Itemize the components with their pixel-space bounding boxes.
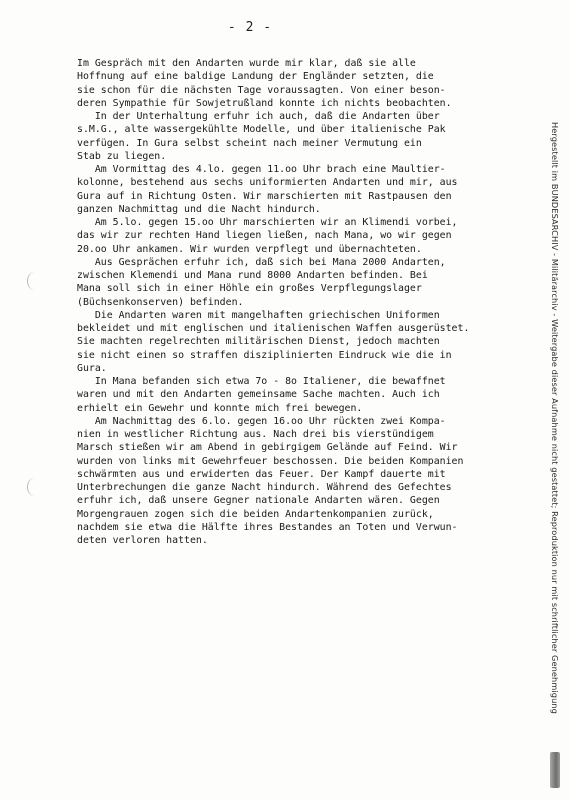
text-line: Sie machten regelrechten militärischen Dienst, jedoch machten bbox=[77, 336, 440, 348]
text-line: Unterbrechungen die ganze Nacht hindurch. Während des Gefechtes bbox=[77, 482, 452, 493]
text-line: deren Sympathie für Sowjetrußland konnte ich nichts beobachten. bbox=[77, 97, 452, 109]
punch-hole-mark bbox=[27, 272, 42, 290]
text-line: sie nicht einen so straffen disziplinierten Eindruck wie die in bbox=[77, 349, 452, 361]
page-number: - 2 - bbox=[227, 20, 273, 35]
text-line: nachdem sie etwa die Hälfte ihres Bestandes an Toten und Verwun- bbox=[77, 521, 458, 533]
text-line: bekleidet und mit englischen und italienischen Waffen ausgerüstet. bbox=[77, 323, 470, 334]
text-line: Morgengrauen zogen sich die beiden Andartenkompanien zurück, bbox=[77, 508, 434, 520]
text-line: In der Unterhaltung erfuhr ich auch, daß die Andarten über bbox=[77, 111, 440, 122]
text-line: Am 5.lo. gegen 15.oo Uhr marschierten wir an Klimendi vorbei, bbox=[77, 217, 458, 228]
text-line: (Büchsenkonserven) befinden. bbox=[77, 296, 244, 308]
text-line: Die Andarten waren mit mangelhaften griechischen Uniformen bbox=[77, 309, 440, 321]
text-line: 20.oo Uhr ankamen. Wir wurden verpflegt und übernachteten. bbox=[77, 243, 422, 255]
scan-edge-mark bbox=[550, 752, 560, 788]
body-text bbox=[77, 57, 517, 547]
text-line: waren und mit den Andarten gemeinsame Sache machten. Auch ich bbox=[77, 389, 440, 401]
text-line: Stab zu liegen. bbox=[77, 150, 167, 162]
text-line: Gura auf in Richtung Osten. Wir marschierten mit Rastpausen den bbox=[77, 190, 452, 202]
text-line: s.M.G., alte wassergekühlte Modelle, und über italienische Pak bbox=[77, 124, 446, 136]
text-line: zwischen Klemendi und Mana rund 8000 Andarten befinden. Bei bbox=[77, 270, 428, 281]
punch-hole-mark bbox=[27, 478, 42, 496]
text-line: Aus Gesprächen erfuhr ich, daß sich bei Mana 2000 Andarten, bbox=[77, 256, 446, 268]
archive-margin-stamp bbox=[548, 122, 562, 722]
text-line: sie schon für die nächsten Tage voraussagten. Von einer beson- bbox=[77, 84, 446, 96]
text-line: das wir zur rechten Hand liegen ließen, nach Mana, wo wir gegen bbox=[77, 230, 452, 242]
text-line: deten verloren hatten. bbox=[77, 535, 208, 546]
text-line: Mana soll sich in einer Höhle ein großes Verpflegungslager bbox=[77, 283, 422, 295]
text-line: verfügen. In Gura selbst scheint nach meiner Vermutung ein bbox=[77, 137, 422, 149]
text-line: Am Vormittag des 4.lo. gegen 11.oo Uhr brach eine Maultier- bbox=[77, 164, 446, 175]
text-line: Marsch stießen wir am Abend in gebirgigem Gelände auf Feind. Wir bbox=[77, 442, 458, 454]
text-line: ganzen Nachmittag und die Nacht hindurch. bbox=[77, 203, 321, 215]
text-line: wurden von links mit Gewehrfeuer beschossen. Die beiden Kompanien bbox=[77, 455, 464, 467]
text-line: erfuhr ich, daß unsere Gegner nationale Andarten wären. Gegen bbox=[77, 495, 440, 507]
text-line: Gura. bbox=[77, 362, 107, 374]
text-line: Im Gespräch mit den Andarten wurde mir klar, daß sie alle bbox=[77, 58, 416, 69]
text-line: erhielt ein Gewehr und konnte mich frei bewegen. bbox=[77, 402, 363, 414]
text-line: kolonne, bestehend aus sechs uniformierten Andarten und mir, aus bbox=[77, 177, 458, 189]
text-line: nien in westlicher Richtung aus. Nach drei bis vierstündigem bbox=[77, 429, 434, 440]
text-line: schwärmten aus und erwiderten das Feuer. Der Kampf dauerte mit bbox=[77, 468, 446, 480]
text-line: In Mana befanden sich etwa 7o - 8o Italiener, die bewaffnet bbox=[77, 376, 446, 387]
text-line: Hoffnung auf eine baldige Landung der Engländer setzten, die bbox=[77, 71, 434, 83]
archive-stamp-text: Hergestellt im BUNDESARCHIV - Militärarchiv - Weitergabe dieser Aufnahme nicht gestattet; Reproduktion nur mit schriftlicher Genehmigung bbox=[550, 122, 560, 714]
text-line: Am Nachmittag des 6.lo. gegen 16.oo Uhr rückten zwei Kompa- bbox=[77, 415, 446, 427]
